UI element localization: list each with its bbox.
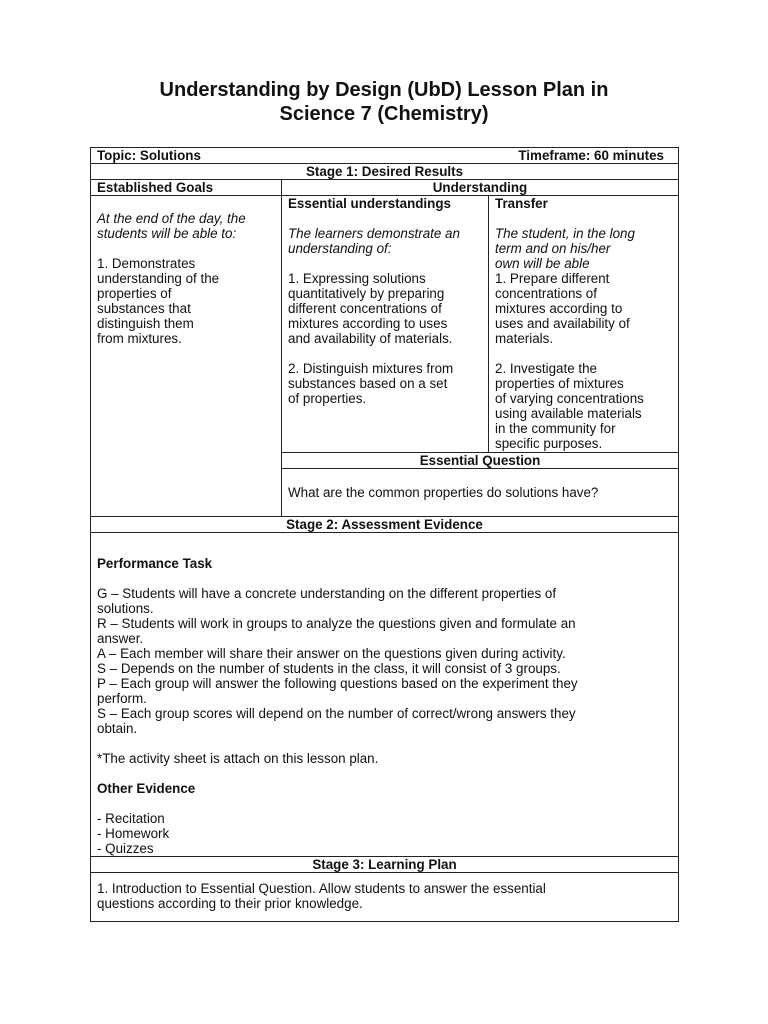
stage1-header-row [91, 180, 679, 196]
grasps-line: P – Each group will answer the following questions based on the experiment they [97, 676, 578, 691]
stage1-content-row [91, 196, 679, 453]
transfer-item-line: materials. [495, 331, 554, 346]
stage2-title-row [91, 517, 679, 533]
goal-item-line: distinguish them [97, 316, 194, 331]
understandings-intro-line: The learners demonstrate an [288, 226, 460, 241]
transfer-intro-line: term and on his/her [495, 241, 611, 256]
grasps-line: A – Each member will share their answer on the questions given during activity. [97, 646, 566, 661]
other-evidence-header: Other Evidence [97, 781, 196, 796]
goals-intro-line: students will be able to: [97, 226, 237, 241]
grasps-line: perform. [97, 691, 147, 706]
stage1-title: Stage 1: Desired Results [91, 164, 679, 180]
stage3-title-row [91, 857, 679, 873]
transfer-item-line: specific purposes. [495, 436, 603, 451]
transfer-item-line: of varying concentrations [495, 391, 644, 406]
transfer-item-line: in the community for [495, 421, 616, 436]
stage1-title-row [91, 164, 679, 180]
transfer-item-line: using available materials [495, 406, 642, 421]
understanding-item-line: and availability of materials. [288, 331, 453, 346]
grasps-line: S – Each group scores will depend on the number of correct/wrong answers they [97, 706, 576, 721]
understanding-item-line: mixtures according to uses [288, 316, 448, 331]
essential-question-cell [282, 469, 679, 517]
goal-item-line: substances that [97, 301, 191, 316]
activity-note: *The activity sheet is attach on this lesson plan. [97, 751, 379, 766]
grasps-line: solutions. [97, 601, 154, 616]
learning-plan-line: questions according to their prior knowledge. [97, 896, 363, 911]
understanding-item-line: 2. Distinguish mixtures from [288, 361, 454, 376]
understanding-header: Understanding [282, 180, 679, 196]
other-evidence-item: - Recitation [97, 811, 165, 826]
other-evidence-item: - Quizzes [97, 841, 154, 856]
goals-intro-line: At the end of the day, the [97, 211, 246, 226]
document-title [0, 78, 768, 126]
transfer-item-line: 1. Prepare different [495, 271, 610, 286]
transfer-header: Transfer [495, 196, 548, 211]
understanding-item-line: of properties. [288, 391, 367, 406]
transfer-intro-line: own will be able [495, 256, 590, 271]
title-line-1: Understanding by Design (UbD) Lesson Plan in [159, 79, 609, 101]
assessment-evidence-cell [91, 533, 679, 857]
understanding-item-line: substances based on a set [288, 376, 448, 391]
established-goals-header: Established Goals [91, 180, 282, 196]
grasps-line: answer. [97, 631, 144, 646]
understanding-item-line: quantitatively by preparing [288, 286, 445, 301]
stage3-title: Stage 3: Learning Plan [91, 857, 679, 873]
grasps-line: G – Students will have a concrete understanding on the different properties of [97, 586, 557, 601]
essential-question-text: What are the common properties do solutions have? [288, 485, 599, 500]
stage2-content-row [91, 533, 679, 857]
goal-item-line: 1. Demonstrates [97, 256, 196, 271]
performance-task-header: Performance Task [97, 556, 213, 571]
grasps-line: obtain. [97, 721, 138, 736]
title-line-2: Science 7 (Chemistry) [279, 103, 489, 125]
essential-understandings-cell [282, 196, 489, 453]
essential-understandings-header: Essential understandings [288, 196, 451, 211]
stage3-content-row [91, 873, 679, 922]
topic-cell [91, 148, 679, 164]
transfer-item-line: properties of mixtures [495, 376, 624, 391]
other-evidence-item: - Homework [97, 826, 170, 841]
transfer-cell [489, 196, 679, 453]
transfer-item-line: concentrations of [495, 286, 597, 301]
topic-label: Topic: Solutions [97, 148, 201, 163]
lesson-plan-table [90, 147, 679, 922]
goal-item-line: properties of [97, 286, 172, 301]
goal-item-line: understanding of the [97, 271, 220, 286]
transfer-item-line: 2. Investigate the [495, 361, 597, 376]
topic-row [91, 148, 679, 164]
established-goals-cell [91, 196, 282, 517]
stage2-title: Stage 2: Assessment Evidence [91, 517, 679, 533]
learning-plan-line: 1. Introduction to Essential Question. Allow students to answer the essential [97, 881, 546, 896]
grasps-line: S – Depends on the number of students in the class, it will consist of 3 groups. [97, 661, 561, 676]
understanding-item-line: 1. Expressing solutions [288, 271, 426, 286]
essential-question-header: Essential Question [282, 453, 679, 469]
learning-plan-cell [91, 873, 679, 922]
understanding-item-line: different concentrations of [288, 301, 442, 316]
timeframe-label: Timeframe: 60 minutes [518, 148, 664, 163]
transfer-item-line: mixtures according to [495, 301, 623, 316]
grasps-line: R – Students will work in groups to analyze the questions given and formulate an [97, 616, 576, 631]
understandings-intro-line: understanding of: [288, 241, 392, 256]
transfer-item-line: uses and availability of [495, 316, 630, 331]
goal-item-line: from mixtures. [97, 331, 182, 346]
transfer-intro-line: The student, in the long [495, 226, 635, 241]
